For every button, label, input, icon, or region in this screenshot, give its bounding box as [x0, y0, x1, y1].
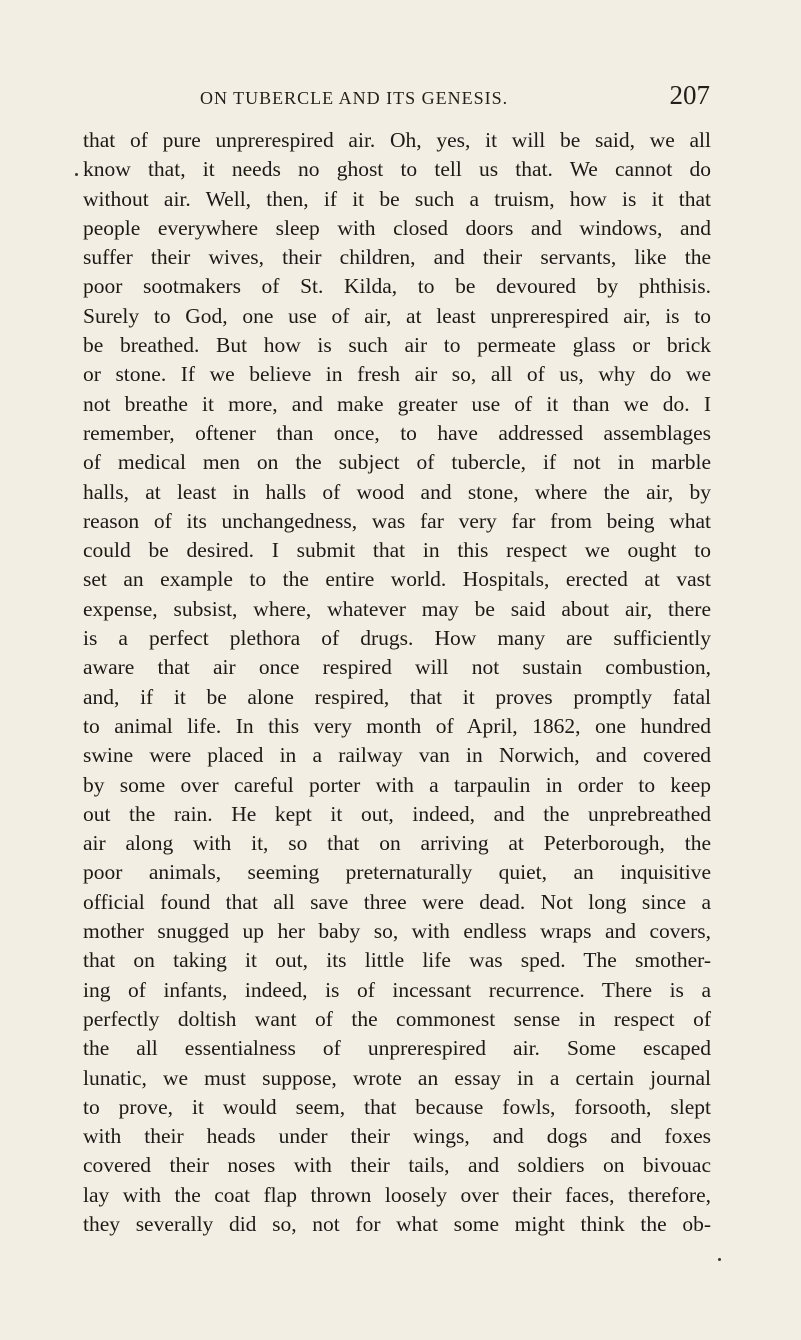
text-line: and, if it be alone respired, that it proves promptly fatal	[83, 684, 711, 709]
margin-speck	[75, 173, 78, 176]
text-line: poor sootmakers of St. Kilda, to be devoured by phthisis.	[83, 274, 711, 299]
running-title: ON TUBERCLE AND ITS GENESIS.	[200, 88, 509, 108]
text-line: by some over careful porter with a tarpaulin in order to keep	[83, 772, 711, 797]
text-line: with their heads under their wings, and dogs and foxes	[83, 1124, 711, 1149]
text-line: the all essentialness of unprerespired air. Some escaped	[83, 1036, 711, 1061]
text-line: that on taking it out, its little life was sped. The smother-	[83, 948, 711, 973]
text-line: be breathed. But how is such air to permeate glass or brick	[83, 333, 711, 358]
text-line: to animal life. In this very month of April, 1862, one hundred	[83, 713, 711, 738]
text-line: is a perfect plethora of drugs. How many are sufficiently	[83, 626, 711, 651]
text-line: reason of its unchangedness, was far very far from being what	[83, 508, 711, 533]
text-line: know that, it needs no ghost to tell us that. We cannot do	[83, 157, 711, 182]
text-line: perfectly doltish want of the commonest sense in respect of	[83, 1006, 711, 1031]
text-line: could be desired. I submit that in this respect we ought to	[83, 538, 711, 563]
text-line: people everywhere sleep with closed doors and windows, and	[83, 215, 711, 240]
text-line: lunatic, we must suppose, wrote an essay in a certain journal	[83, 1065, 711, 1090]
text-line: expense, subsist, where, whatever may be said about air, there	[83, 596, 711, 621]
text-line: out the rain. He kept it out, indeed, and the unprebreathed	[83, 801, 711, 826]
text-line: set an example to the entire world. Hospitals, erected at vast	[83, 567, 711, 592]
text-line: covered their noses with their tails, and soldiers on bivouac	[83, 1153, 711, 1178]
text-line: official found that all save three were dead. Not long since a	[83, 889, 711, 914]
text-line: lay with the coat flap thrown loosely over their faces, therefore,	[83, 1182, 711, 1207]
text-line: halls, at least in halls of wood and stone, where the air, by	[83, 479, 711, 504]
text-line: remember, oftener than once, to have addressed assemblages	[83, 420, 711, 445]
text-line: aware that air once respired will not sustain combustion,	[83, 655, 711, 680]
text-line: suffer their wives, their children, and their servants, like the	[83, 245, 711, 270]
text-line: swine were placed in a railway van in Norwich, and covered	[83, 743, 711, 768]
text-line: mother snugged up her baby so, with endless wraps and covers,	[83, 919, 711, 944]
text-line: ing of infants, indeed, is of incessant recurrence. There is a	[83, 977, 711, 1002]
text-line: to prove, it would seem, that because fowls, forsooth, slept	[83, 1094, 711, 1119]
text-line: that of pure unprerespired air. Oh, yes, it will be said, we all	[83, 128, 711, 152]
page-number: 207	[669, 80, 710, 110]
body-text	[83, 126, 711, 1239]
margin-speck	[718, 1258, 721, 1261]
text-line: they severally did so, not for what some might think the ob-	[83, 1211, 711, 1236]
text-line: air along with it, so that on arriving at Peterborough, the	[83, 831, 711, 856]
text-line: or stone. If we believe in fresh air so, all of us, why do we	[83, 362, 711, 387]
text-line: poor animals, seeming preternaturally quiet, an inquisitive	[83, 860, 711, 885]
text-line: Surely to God, one use of air, at least unprerespired air, is to	[83, 303, 711, 328]
text-line: not breathe it more, and make greater use of it than we do. I	[83, 391, 711, 416]
text-line: without air. Well, then, if it be such a truism, how is it that	[83, 186, 711, 211]
text-line: of medical men on the subject of tubercle, if not in marble	[83, 450, 711, 475]
